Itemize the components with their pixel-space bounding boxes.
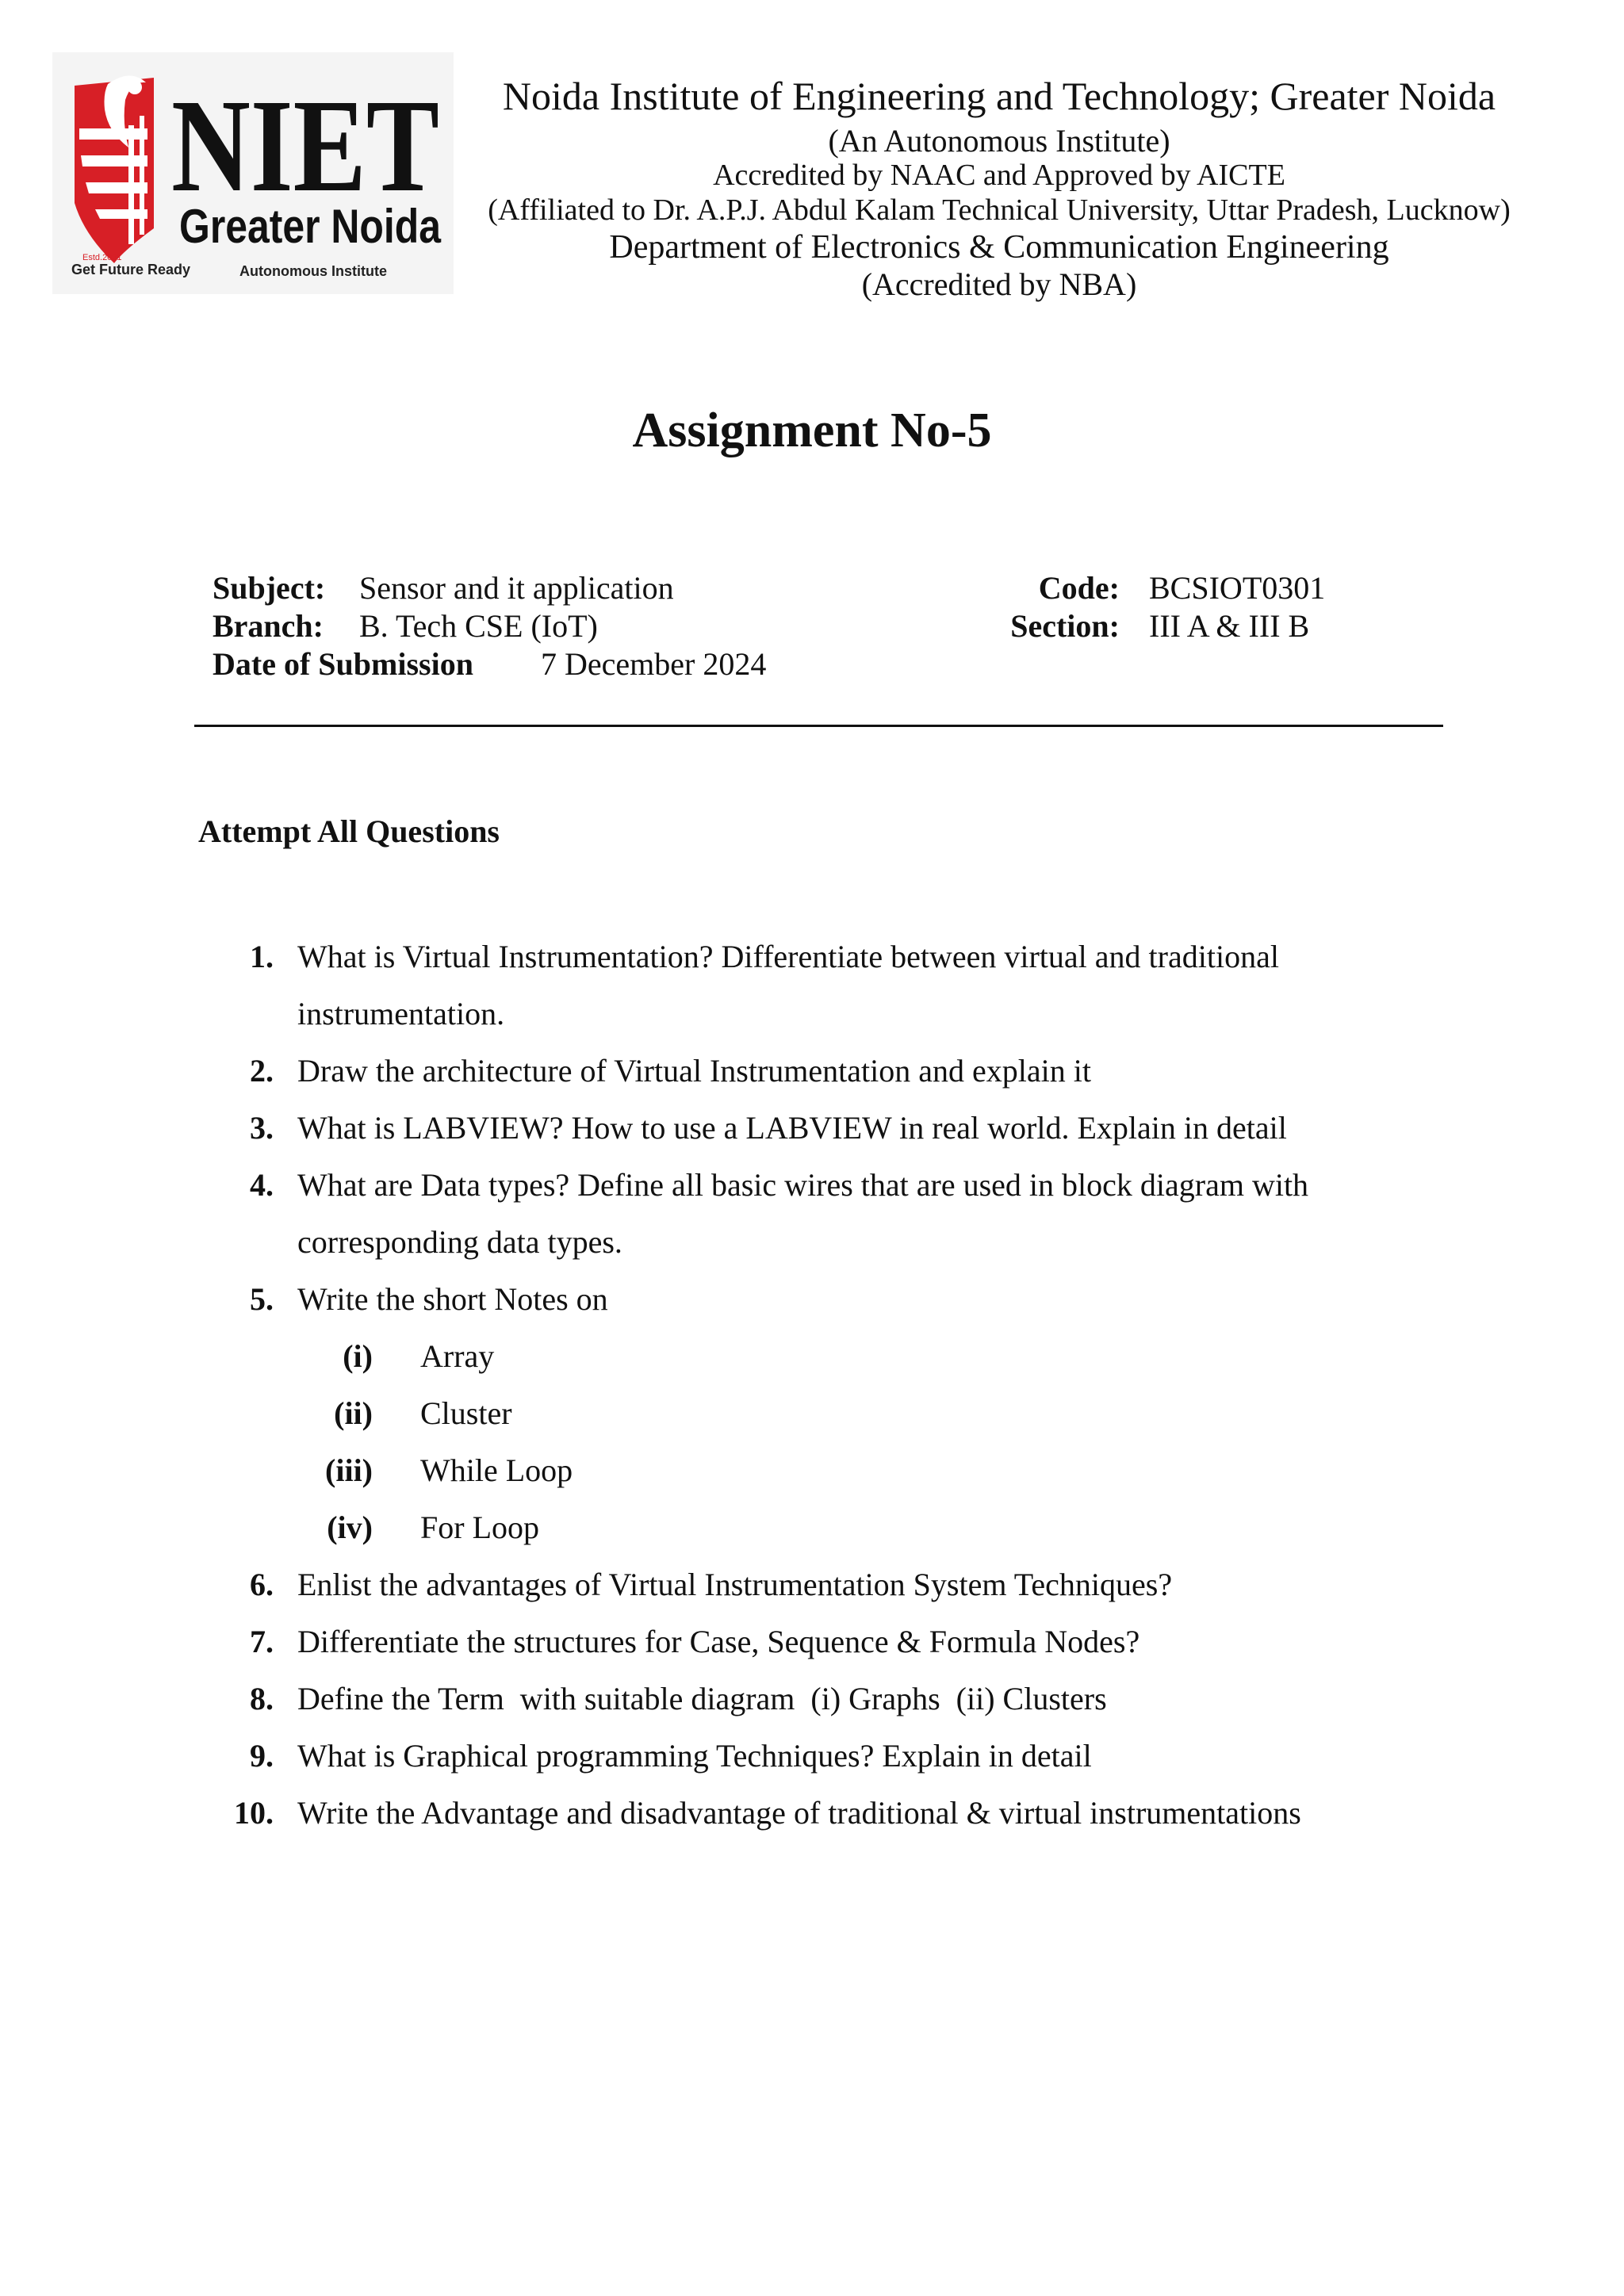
question-number: 7. <box>250 1624 274 1659</box>
institute-name: Noida Institute of Engineering and Technology; Greater Noida <box>502 74 1496 118</box>
question-text: What is Graphical programming Techniques? Explain in detail <box>297 1738 1092 1774</box>
question-number: 6. <box>250 1567 274 1602</box>
department-accreditation: (Accredited by NBA) <box>861 266 1137 302</box>
question-text: Define the Term with suitable diagram (i) Graphs (ii) Clusters <box>297 1681 1107 1716</box>
branch-label: Branch: <box>213 608 324 644</box>
shield-emblem-icon <box>75 75 154 263</box>
subject-value: Sensor and it application <box>359 570 674 606</box>
logo-status: Autonomous Institute <box>239 263 387 279</box>
established-text: Estd.2001 <box>82 253 122 262</box>
section-label: Section: <box>1010 608 1120 644</box>
question-text-continuation: instrumentation. <box>297 996 505 1031</box>
subitem-number: (iv) <box>327 1510 373 1545</box>
institute-status: (An Autonomous Institute) <box>828 123 1170 159</box>
submission-date-value: 7 December 2024 <box>541 646 767 682</box>
question-text: Enlist the advantages of Virtual Instrumentation System Techniques? <box>297 1567 1173 1602</box>
question-number: 4. <box>250 1167 274 1203</box>
logo-city: Greater Noida <box>179 200 442 253</box>
question-number: 5. <box>250 1281 274 1317</box>
subitem-text: While Loop <box>420 1452 573 1488</box>
niet-logo-graphic <box>52 52 454 294</box>
question-text: Write the Advantage and disadvantage of traditional & virtual instrumentations <box>297 1795 1301 1831</box>
subitem-number: (ii) <box>334 1395 373 1431</box>
question-number: 8. <box>250 1681 274 1716</box>
question-number: 2. <box>250 1053 274 1089</box>
question-text: What is Virtual Instrumentation? Differentiate between virtual and traditional <box>297 939 1279 974</box>
header-divider <box>194 725 1443 727</box>
instruction-heading: Attempt All Questions <box>198 813 500 849</box>
question-number: 3. <box>250 1110 274 1146</box>
code-value: BCSIOT0301 <box>1149 570 1326 606</box>
accreditation-line: Accredited by NAAC and Approved by AICTE <box>713 159 1285 192</box>
question-text-continuation: corresponding data types. <box>297 1224 622 1260</box>
department-name: Department of Electronics & Communication Engineering <box>609 229 1389 266</box>
question-text: Draw the architecture of Virtual Instrumentation and explain it <box>297 1053 1091 1089</box>
branch-value: B. Tech CSE (IoT) <box>359 608 598 644</box>
question-number: 10. <box>234 1795 274 1831</box>
affiliation-line: (Affiliated to Dr. A.P.J. Abdul Kalam Technical University, Uttar Pradesh, Lucknow) <box>488 193 1511 227</box>
code-label: Code: <box>1038 570 1120 606</box>
subitem-text: For Loop <box>420 1510 539 1545</box>
question-text: What is LABVIEW? How to use a LABVIEW in real world. Explain in detail <box>297 1110 1287 1146</box>
subject-label: Subject: <box>213 570 326 606</box>
logo-wordmark: NIET <box>171 72 439 220</box>
subitem-text: Array <box>420 1338 495 1374</box>
logo-tagline: Get Future Ready <box>71 262 191 277</box>
assignment-title: Assignment No-5 <box>632 404 992 457</box>
question-number: 1. <box>250 939 274 974</box>
question-text: Write the short Notes on <box>297 1281 608 1317</box>
section-value: III A & III B <box>1149 608 1310 644</box>
question-text: What are Data types? Define all basic wires that are used in block diagram with <box>297 1167 1309 1203</box>
subitem-text: Cluster <box>420 1395 512 1431</box>
question-text: Differentiate the structures for Case, Sequence & Formula Nodes? <box>297 1624 1140 1659</box>
niet-logo <box>52 52 454 294</box>
subitem-number: (iii) <box>325 1452 373 1488</box>
question-number: 9. <box>250 1738 274 1774</box>
submission-date-label: Date of Submission <box>213 646 473 682</box>
subitem-number: (i) <box>343 1338 373 1374</box>
